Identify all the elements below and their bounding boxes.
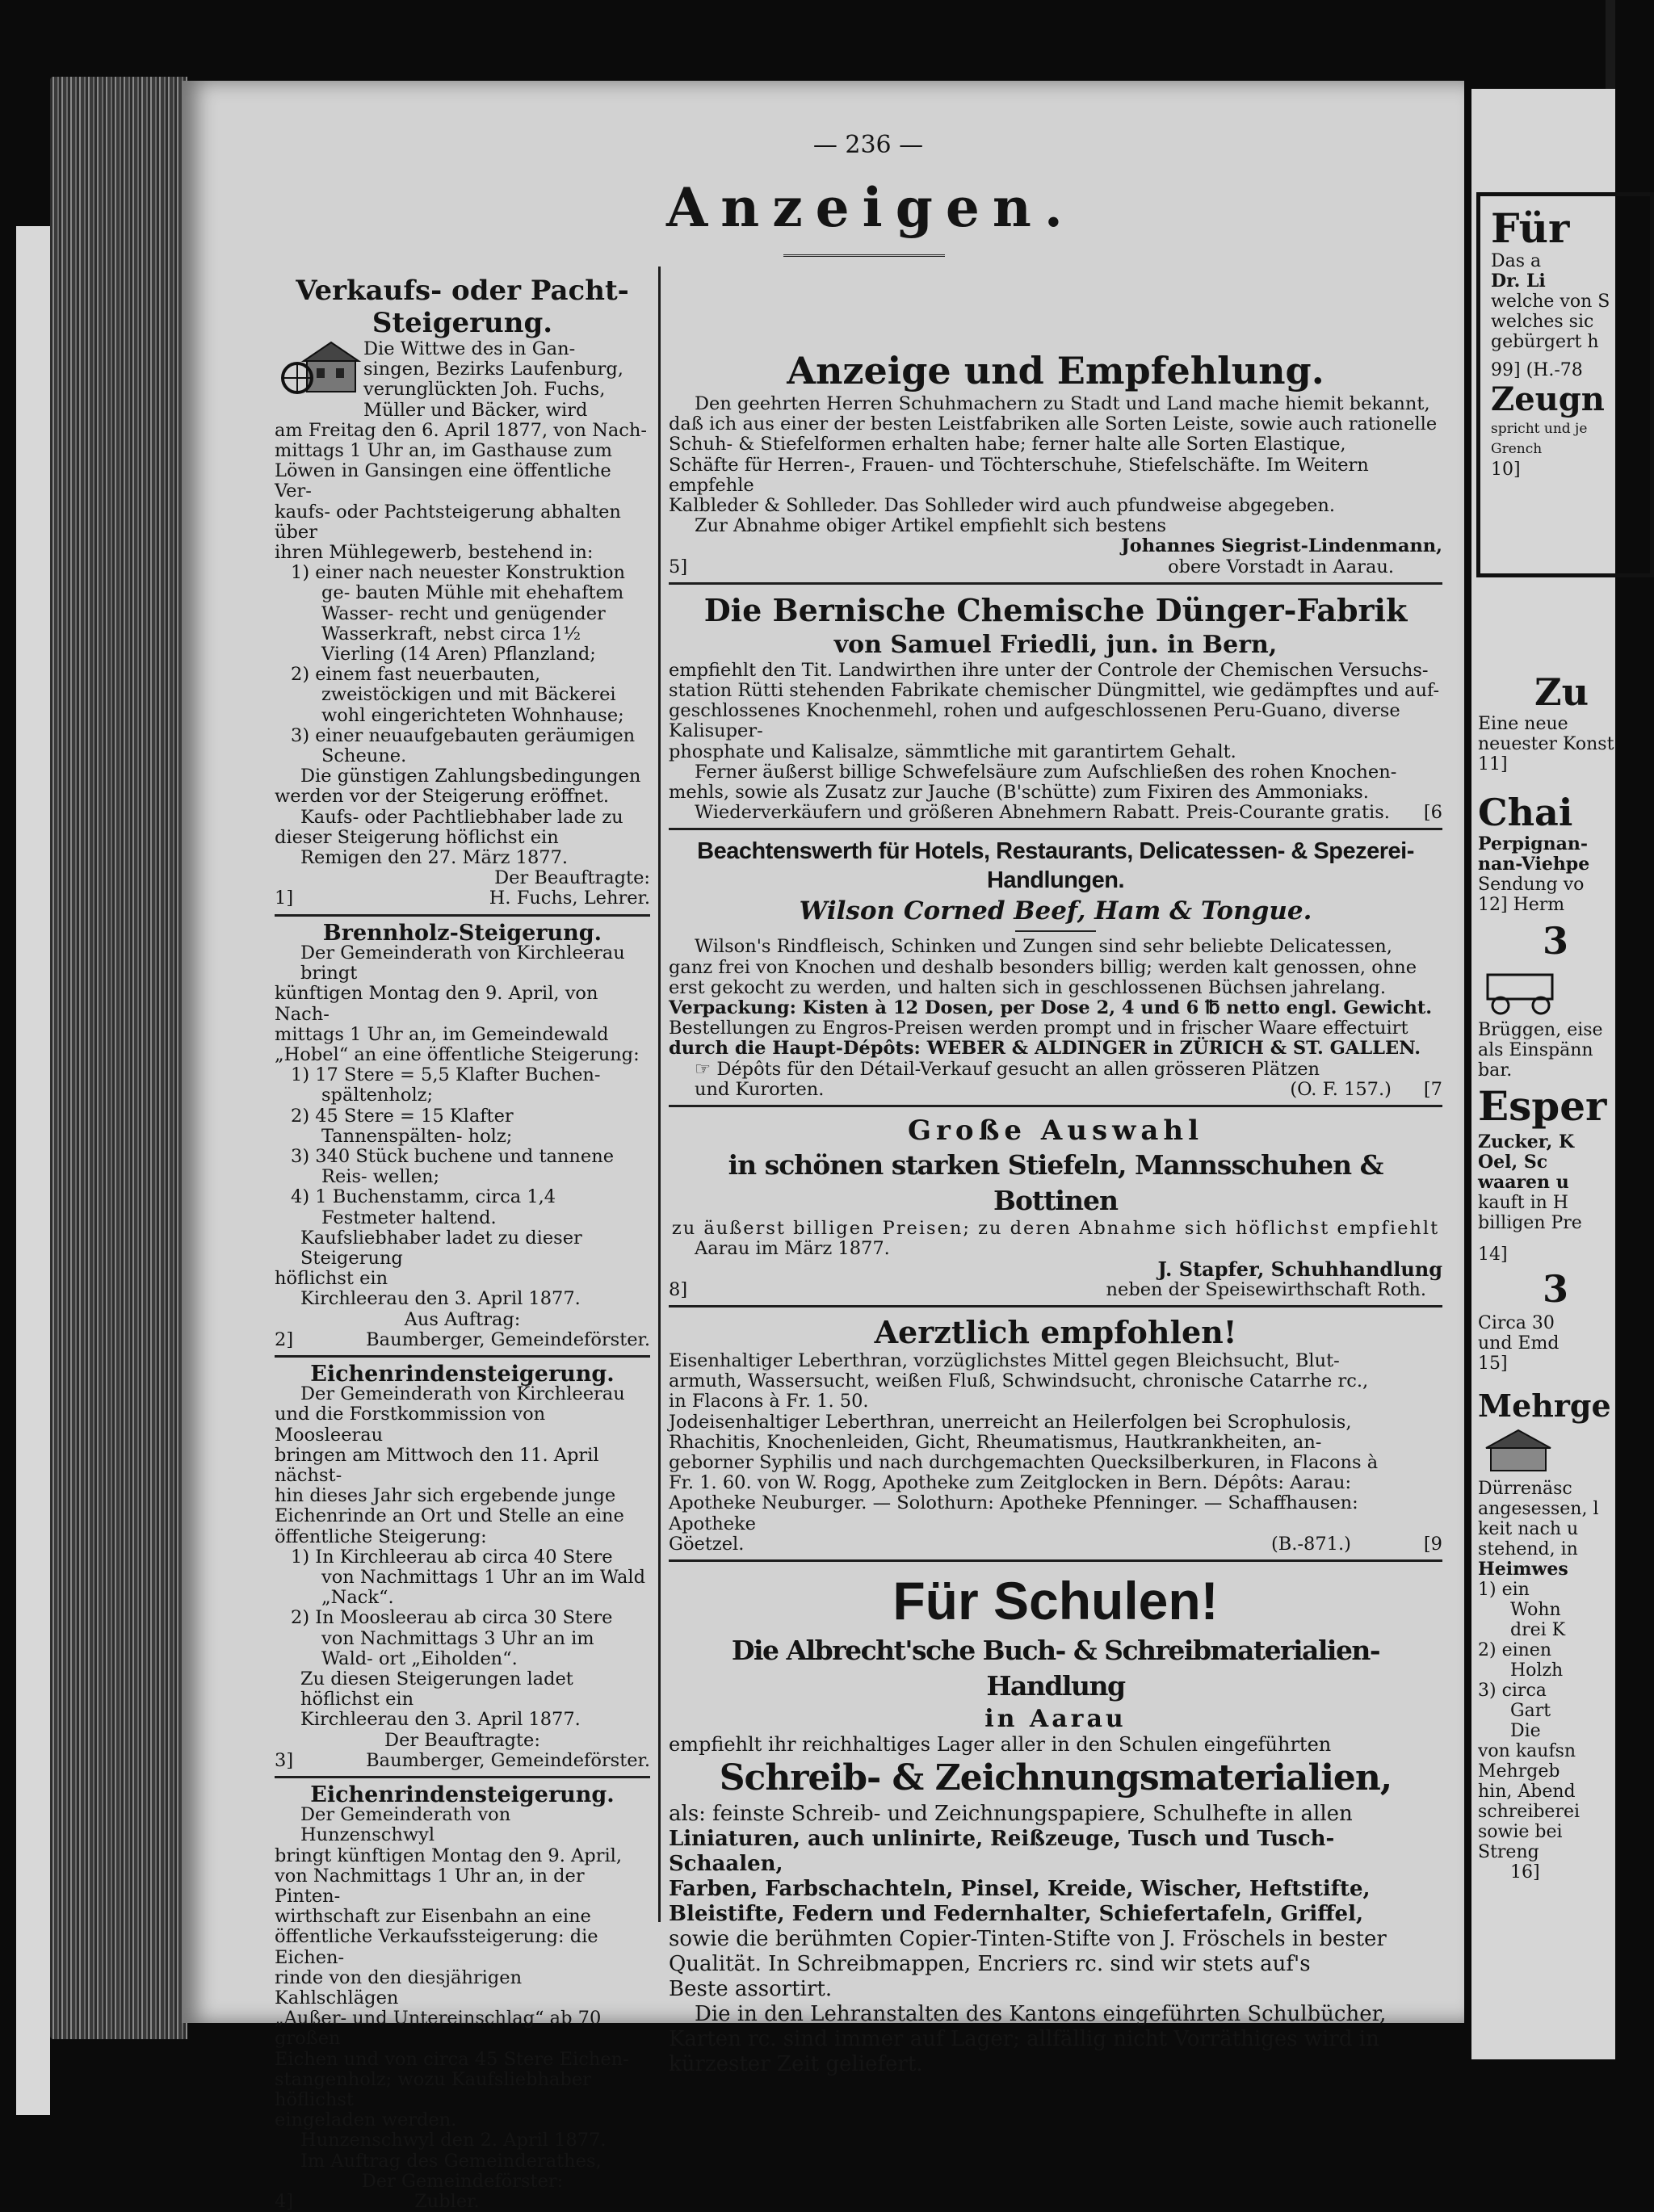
fragment-line: 11] xyxy=(1478,754,1508,774)
fragment-line: Streng xyxy=(1478,1842,1539,1862)
fragment-line: 1) ein xyxy=(1478,1580,1530,1600)
middle-column xyxy=(669,347,1442,2077)
fragment-line: Das a xyxy=(1491,251,1542,271)
adjacent-page-fragment xyxy=(1471,89,1615,2059)
ad-2-item: 2) 45 Stere = 15 Klafter Tannenspälten- holz; xyxy=(291,1105,514,1147)
ad-2-signature: Baumberger, Gemeindeförster. xyxy=(366,1328,650,1350)
fragment-line: Sendung vo xyxy=(1478,875,1585,895)
ad-4-line: wirthschaft zur Eisenbahn an eine xyxy=(275,1906,591,1928)
ad-3-tail: Zu diesen Steigerungen ladet höflichst ein xyxy=(300,1668,573,1710)
ad-1-tail: Remigen den 27. März 1877. xyxy=(300,847,569,869)
ad-4-line: öffentliche Verkaufssteigerung: die Eichen- xyxy=(275,1926,598,1968)
ad-2-item: 1) 17 Stere = 5,5 Klafter Buchen- spältenholz; xyxy=(291,1064,601,1106)
fragment-line: welche von S xyxy=(1491,292,1610,312)
ad-number: [6 xyxy=(1423,802,1442,824)
ad-9-line: Apotheke Neuburger. — Solothurn: Apotheke Pfenninger. — Schaffhausen: Apotheke xyxy=(669,1492,1358,1534)
ad-4-footer xyxy=(275,2192,650,2212)
ad-3-title: Eichenrindensteigerung. xyxy=(310,1361,615,1387)
ad-9-line: Eisenhaltiger Leberthran, vorzüglichstes Mittel gegen Bleichsucht, Blut- xyxy=(669,1349,1340,1371)
ad-6-title: Die Bernische Chemische Dünger-Fabrik xyxy=(703,591,1408,628)
ad-9-ref: (B.-871.) xyxy=(1270,1533,1351,1555)
fragment-line: Circa 30 xyxy=(1478,1313,1555,1333)
ad-9-line: Göetzel. xyxy=(669,1533,745,1555)
ad-4-title: Eichenrindensteigerung. xyxy=(310,1782,615,1808)
fragment-line: keit nach u xyxy=(1478,1519,1579,1539)
fragment-line: Holzh xyxy=(1510,1660,1564,1681)
ad-6-footer xyxy=(669,803,1442,823)
background-strip-right xyxy=(1606,0,1615,89)
ad-3-line: bringen am Mittwoch den 11. April nächst- xyxy=(275,1444,599,1486)
ad-4-line: Im Auftrag des Gemeinderathes, xyxy=(300,2150,602,2172)
ad-1 xyxy=(275,275,650,909)
ad-number: [7 xyxy=(1423,1078,1442,1100)
ad-10-line: Beste assortirt. xyxy=(669,1977,833,2002)
ad-4-line: Eichen und von circa 45 Stere Eichen- xyxy=(275,2048,629,2070)
fragment-line: Eine neue xyxy=(1478,714,1568,734)
ad-1-line: ihren Mühlegewerb, bestehend in: xyxy=(275,542,594,564)
ad-5 xyxy=(669,347,1442,577)
ad-10 xyxy=(669,1568,1442,2077)
ad-1-line: singen, Bezirks Laufenburg, xyxy=(363,359,623,380)
ad-number: 2] xyxy=(275,1328,294,1350)
ad-1-line: mittags 1 Uhr an, im Gasthause zum xyxy=(275,440,612,462)
ad-2-tail: Kaufsliebhaber ladet zu dieser Steigerung xyxy=(300,1227,582,1269)
ad-separator xyxy=(275,1776,650,1778)
ad-9-line: armuth, Wassersucht, weißen Fluß, Schwindsucht, chronische Catarrhe rc., xyxy=(669,1370,1369,1392)
ad-4-line: bringt künftigen Montag den 9. April, xyxy=(275,1845,623,1866)
ad-10-title: Für Schulen! xyxy=(892,1570,1219,1631)
ad-9-footer xyxy=(669,1534,1442,1555)
ad-6-line: phosphate und Kalisalze, sämmtliche mit garantirtem Gehalt. xyxy=(669,741,1236,762)
ad-3-line: Eichenrinde an Ort und Stelle an eine xyxy=(275,1505,624,1527)
ad-1-item: 2) einem fast neuerbauten, zweistöckigen und mit Bäckerei wohl eingerichteten Wohnhause; xyxy=(291,664,624,726)
left-column xyxy=(275,275,650,2212)
ad-7-title: Beachtenswerth für Hotels, Restaurants, Delicatessen- & Spezerei-Handlungen. xyxy=(697,838,1414,894)
fragment-line: bar. xyxy=(1478,1060,1513,1081)
ad-8 xyxy=(669,1114,1442,1300)
ad-3-item: 2) In Moosleerau ab circa 30 Stere von Nachmittags 3 Uhr an im Wald- ort „Eiholden“. xyxy=(291,1607,613,1669)
ad-2-line: „Hobel“ an eine öffentliche Steigerung: xyxy=(275,1043,640,1065)
ad-10-intro: empfiehlt ihr reichhaltiges Lager aller in den Schulen eingeführten xyxy=(669,1732,1332,1756)
ad-10-body xyxy=(669,1802,1442,2077)
ad-1-footer xyxy=(275,888,650,909)
fragment-line: 12] Herm xyxy=(1478,895,1565,915)
fragment-line: Wohn xyxy=(1510,1600,1561,1620)
ad-8-title: Große Auswahl xyxy=(907,1114,1204,1148)
ad-9-line: geborner Syphilis und nach durchgemachten Quecksilberkuren, in Flacons à xyxy=(669,1451,1379,1473)
ad-3-line: Der Gemeinderath von Kirchleerau xyxy=(300,1383,625,1405)
ad-2-item: 3) 340 Stück buchene und tannene Reis- wellen; xyxy=(291,1145,615,1188)
ad-5-footer xyxy=(669,557,1442,577)
fragment-line: sowie bei xyxy=(1478,1822,1563,1842)
ad-4-line: eingeladen werden. xyxy=(275,2109,457,2131)
ad-separator xyxy=(275,914,650,917)
fragment-line: 2) einen xyxy=(1478,1640,1551,1660)
ad-10-line: sowie die berühmten Copier-Tinten-Stifte von J. Fröschels in bester xyxy=(669,1927,1387,1952)
ad-5-line: daß ich aus einer der besten Leistfabriken alle Sorten Leiste, sowie auch rationelle xyxy=(669,413,1438,435)
ad-4-line: von Nachmittags 1 Uhr an, in der Pinten- xyxy=(275,1865,585,1908)
fragment-line: 14] xyxy=(1478,1245,1508,1265)
ad-3-footer xyxy=(275,1751,650,1771)
ad-8-signature: J. Stapfer, Schuhhandlung xyxy=(1157,1257,1442,1282)
fragment-line: welches sic xyxy=(1491,312,1594,332)
ad-1-line: Löwen in Gansingen eine öffentliche Ver- xyxy=(275,460,611,502)
ad-1-tail: dieser Steigerung höflichst ein xyxy=(275,826,559,848)
ad-5-line: Den geehrten Herren Schuhmachern zu Stadt und Land mache hiemit bekannt, xyxy=(695,393,1430,414)
fragment-line: Zucker, K xyxy=(1478,1131,1575,1152)
ad-9-line: Rhachitis, Knochenleiden, Gicht, Rheumatismus, Hautkrankheiten, an- xyxy=(669,1431,1322,1453)
ad-number: 8] xyxy=(669,1278,688,1300)
ad-10-line: Qualität. In Schreibmappen, Encriers rc. sind wir stets auf's xyxy=(669,1952,1311,1977)
fragment-line: gebürgert h xyxy=(1491,332,1599,352)
fragment-line: Brüggen, eise xyxy=(1478,1020,1603,1040)
ad-10-big: Schreib- & Zeichnungsmaterialien, xyxy=(719,1757,1392,1799)
ad-5-sig-sub: obere Vorstadt in Aarau. xyxy=(1168,556,1394,577)
adjacent-page-column xyxy=(1491,206,1628,480)
ad-10-line: Farben, Farbschachteln, Pinsel, Kreide, Wischer, Heftstifte, xyxy=(669,1877,1371,1902)
fragment-line: Zu xyxy=(1534,670,1589,714)
ad-10-place: in Aarau xyxy=(984,1704,1127,1733)
ad-3 xyxy=(275,1361,650,1771)
fragment-line: Für xyxy=(1491,204,1570,252)
ad-9-line: Fr. 1. 60. von W. Rogg, Apotheke zum Zeitglocken in Bern. Dépôts: Aarau: xyxy=(669,1472,1352,1494)
fragment-line: 10] xyxy=(1491,460,1521,480)
ad-6-line: geschlossenes Knochenmehl, rohen und aufgeschlossenen Peru-Guano, diverse Kalisuper- xyxy=(669,700,1400,742)
ad-1-line: Müller und Bäcker, wird xyxy=(363,399,588,421)
ad-number: 3] xyxy=(275,1749,294,1771)
ad-2-item: 4) 1 Buchenstamm, circa 1,4 Festmeter haltend. xyxy=(291,1186,556,1228)
ad-2 xyxy=(275,920,650,1350)
ad-1-tail: werden vor der Steigerung eröffnet. xyxy=(275,786,610,808)
ad-1-signature: H. Fuchs, Lehrer. xyxy=(489,888,650,909)
ad-7-line: ganz frei von Knochen und deshalb besonders billig; werden kalt genossen, ohne xyxy=(669,956,1417,978)
ad-5-line: Schäfte für Herren-, Frauen- und Töchterschuhe, Stiefelschäfte. Im Weitern empfehle xyxy=(669,454,1369,496)
ad-number: 1] xyxy=(275,888,294,909)
ad-3-item: 1) In Kirchleerau ab circa 40 Stere von Nachmittags 1 Uhr an im Wald „Nack“. xyxy=(291,1546,645,1609)
ad-9-title: Aerztlich empfohlen! xyxy=(874,1313,1237,1350)
ad-1-item: 3) einer neuaufgebauten geräumigen Scheune. xyxy=(291,724,636,767)
fragment-line: billigen Pre xyxy=(1478,1213,1582,1233)
ad-7-line: erst gekocht zu werden, und halten sich in geschlossenen Büchsen jahrelang. xyxy=(669,976,1386,998)
ad-5-title: Anzeige und Empfehlung. xyxy=(787,349,1324,392)
fragment-line: Gart xyxy=(1510,1701,1551,1721)
fragment-line: 99] (H.-78 xyxy=(1491,360,1583,380)
ad-6-line: Ferner äußerst billige Schwefelsäure zum Aufschließen des rohen Knochen- xyxy=(695,761,1397,783)
ad-2-line: künftigen Montag den 9. April, von Nach- xyxy=(275,983,598,1025)
fragment-line: schreiberei xyxy=(1478,1802,1581,1822)
ad-8-line: Aarau im März 1877. xyxy=(695,1238,890,1260)
ad-4 xyxy=(275,1782,650,2212)
fragment-line: spricht und je xyxy=(1491,421,1588,437)
ad-2-line: mittags 1 Uhr an, im Gemeindewald xyxy=(275,1023,609,1045)
ad-7-line: Bestellungen zu Engros-Preisen werden prompt und in frischer Waare effectuirt xyxy=(669,1018,1408,1039)
ad-7-line: Wilson's Rindfleisch, Schinken und Zungen sind sehr beliebte Delicatessen, xyxy=(695,936,1392,958)
carriage-illustration xyxy=(1478,967,1567,1015)
ad-4-line: rinde von den diesjährigen Kahlschlägen xyxy=(275,1966,523,2009)
ad-separator xyxy=(669,582,1442,585)
ad-number: [9 xyxy=(1423,1533,1442,1555)
ad-9-line: in Flacons à Fr. 1. 50. xyxy=(669,1391,869,1412)
page-number: — 236 — xyxy=(812,131,924,159)
ad-6-line: empfiehlt den Tit. Landwirthen ihre unter der Controle der Chemischen Versuchs- xyxy=(669,659,1429,681)
fragment-line: hin, Abend xyxy=(1478,1782,1576,1802)
fragment-line: nan-Viehpe xyxy=(1478,854,1590,875)
ad-1-line: kaufs- oder Pachtsteigerung abhalten über xyxy=(275,501,621,543)
ad-7 xyxy=(669,837,1442,1100)
fragment-line: und Emd xyxy=(1478,1333,1560,1354)
newspaper-page xyxy=(182,81,1464,2212)
ad-8-line: zu äußerst billigen Preisen; zu deren Abnahme sich höflichst empfiehlt xyxy=(671,1218,1440,1240)
ad-6-line: station Rütti stehenden Fabrikate chemischer Düngmittel, wie gedämpftes und auf- xyxy=(669,680,1440,702)
ad-10-line: Liniaturen, auch unlinirte, Reißzeuge, Tusch und Tusch-Schaalen, xyxy=(669,1827,1335,1877)
title-ornament xyxy=(783,254,945,257)
fragment-line: angesessen, l xyxy=(1478,1499,1599,1519)
ad-10-line: Bleistifte, Federn und Federnhalter, Schiefertafeln, Griffel, xyxy=(669,1902,1364,1927)
ad-1-item: 1) einer nach neuester Konstruktion ge- bauten Mühle mit ehehaftem Wasser- recht und genügender Wasserkraft, nebst circa 1½ Vierling (14 Aren) Pflanzland; xyxy=(291,562,626,665)
ad-5-line: Kalbleder & Sohlleder. Das Sohlleder wird auch pfundweise abgegeben. xyxy=(669,495,1335,517)
adjacent-page-column-lower xyxy=(1478,670,1615,1891)
ad-1-tail: Kaufs- oder Pachtliebhaber lade zu xyxy=(300,806,623,828)
ad-3-signature: Baumberger, Gemeindeförster. xyxy=(366,1749,650,1771)
fragment-line: Grench xyxy=(1491,441,1543,457)
fragment-line: von kaufsn xyxy=(1478,1741,1576,1761)
fragment-line: 3 xyxy=(1543,919,1569,963)
fragment-line: kauft in H xyxy=(1478,1193,1568,1213)
ad-7-line: durch die Haupt-Dépôts: WEBER & ALDINGER in ZÜRICH & ST. GALLEN. xyxy=(669,1038,1421,1060)
ad-separator xyxy=(669,1305,1442,1307)
ad-7-subtitle: Wilson Corned Beef, Ham & Tongue. xyxy=(799,896,1312,926)
ad-separator xyxy=(275,1355,650,1358)
ad-number: 4] xyxy=(275,2191,294,2212)
ad-1-line: verunglückten Joh. Fuchs, xyxy=(363,379,606,401)
fragment-line: drei K xyxy=(1510,1620,1566,1640)
fragment-line: Heimwes xyxy=(1478,1559,1568,1580)
ad-1-title: Verkaufs- oder Pacht-Steigerung. xyxy=(296,275,629,339)
ad-2-footer xyxy=(275,1330,650,1350)
fragment-line: Mehrge xyxy=(1478,1387,1611,1424)
ad-1-tail: Der Beauftragte: xyxy=(494,867,650,889)
ad-4-line: Hunzenschwyl den 2. April 1877. xyxy=(300,2130,607,2151)
ad-8-footer xyxy=(669,1280,1442,1300)
ad-8-sig-sub: neben der Speisewirthschaft Roth. xyxy=(1106,1278,1426,1300)
ad-7-line: und Kurorten. xyxy=(695,1078,825,1100)
ad-separator xyxy=(669,828,1442,830)
house-illustration xyxy=(1478,1425,1559,1474)
ad-1-line: Die Wittwe des in Gan- xyxy=(363,338,576,359)
fragment-line: waaren u xyxy=(1478,1172,1569,1193)
ad-separator xyxy=(669,1559,1442,1562)
book-page-edges xyxy=(50,77,187,2039)
ad-4-line: Der Gemeindeförster: xyxy=(361,2170,564,2192)
ad-10-subtitle: Die Albrecht'sche Buch- & Schreibmaterialien-Handlung xyxy=(731,1634,1380,1702)
ad-10-line: Karten rc. sind immer auf Lager; allfällig nicht Vorräthiges wird in xyxy=(669,2027,1379,2052)
fragment-line: 3 xyxy=(1543,1267,1569,1311)
ad-number: 5] xyxy=(669,556,688,577)
fragment-line: Oel, Sc xyxy=(1478,1152,1548,1173)
fragment-line: Mehrgeb xyxy=(1478,1761,1560,1782)
ad-2-tail: Aus Auftrag: xyxy=(404,1308,521,1330)
mill-illustration xyxy=(275,339,363,396)
ad-9 xyxy=(669,1314,1442,1555)
ad-3-tail: Der Beauftragte: xyxy=(384,1729,540,1751)
fragment-line: Dr. Li xyxy=(1491,271,1546,292)
ad-2-line: Der Gemeinderath von Kirchleerau bringt xyxy=(300,942,625,984)
ad-10-line: als: feinste Schreib- und Zeichnungspapiere, Schulhefte in allen xyxy=(669,1802,1353,1827)
fragment-line: Esper xyxy=(1478,1082,1607,1130)
ad-5-signature: Johannes Siegrist-Lindenmann, xyxy=(1121,535,1442,557)
ad-2-tail: Kirchleerau den 3. April 1877. xyxy=(300,1288,581,1310)
ad-1-line: am Freitag den 6. April 1877, von Nach- xyxy=(275,419,647,441)
page-title: Anzeigen. xyxy=(666,176,1076,239)
ad-7-ref: (O. F. 157.) xyxy=(1290,1078,1392,1100)
ad-6-line: Wiederverkäufern und größeren Abnehmern Rabatt. Preis-Courante gratis. xyxy=(695,802,1390,824)
ad-4-line: stangenholz; wozu Kaufsliebhaber höflichst xyxy=(275,2068,591,2111)
ad-7-rule xyxy=(1015,930,1096,932)
fragment-line: Perpignan- xyxy=(1478,833,1589,854)
ad-4-signature: Zubler. xyxy=(414,2191,480,2212)
ad-2-tail: höflichst ein xyxy=(275,1268,388,1290)
ad-10-line: Die in den Lehranstalten des Kantons eingeführten Schulbücher, xyxy=(695,2002,1387,2027)
background-strip-left xyxy=(16,226,50,2115)
ad-4-line: Der Gemeinderath von Hunzenschwyl xyxy=(300,1804,511,1846)
ad-5-line: Zur Abnahme obiger Artikel empfiehlt sich bestens xyxy=(695,515,1167,537)
ad-6 xyxy=(669,591,1442,824)
ad-3-line: hin dieses Jahr sich ergebende junge xyxy=(275,1485,616,1507)
ad-4-line: „Außer- und Untereinschlag“ ab 70 großen xyxy=(275,2008,602,2050)
fragment-line: Zeugn xyxy=(1491,380,1605,418)
ad-6-subtitle: von Samuel Friedli, jun. in Bern, xyxy=(833,630,1278,659)
ad-3-tail: Kirchleerau den 3. April 1877. xyxy=(300,1709,581,1731)
ad-separator xyxy=(669,1105,1442,1107)
fragment-line: Dürrenäsc xyxy=(1478,1479,1572,1499)
fragment-line: neuester Konst xyxy=(1478,734,1614,754)
ad-3-line: öffentliche Steigerung: xyxy=(275,1526,487,1547)
ad-10-line: kürzester Zeit geliefert. xyxy=(669,2052,923,2077)
fragment-line: 15] xyxy=(1478,1354,1508,1374)
column-divider xyxy=(658,267,661,1922)
ad-7-line: ☞ Dépôts für den Détail-Verkauf gesucht an allen grösseren Plätzen xyxy=(695,1058,1320,1080)
fragment-line: als Einspänn xyxy=(1478,1040,1593,1060)
fragment-line: 16] xyxy=(1510,1862,1540,1883)
ad-2-title: Brennholz-Steigerung. xyxy=(322,920,602,946)
ad-7-line: Verpackung: Kisten à 12 Dosen, per Dose 2, 4 und 6 ℔ netto engl. Gewicht. xyxy=(669,997,1433,1019)
ad-5-line: Schuh- & Stiefelformen erhalten habe; ferner halte alle Sorten Elastique, xyxy=(669,434,1346,455)
fragment-line: 3) circa xyxy=(1478,1681,1547,1701)
ad-3-line: und die Forstkommission von Moosleerau xyxy=(275,1404,546,1446)
fragment-line: Die xyxy=(1510,1721,1541,1741)
fragment-line: Chai xyxy=(1478,791,1573,834)
ad-1-tail: Die günstigen Zahlungsbedingungen xyxy=(300,766,641,787)
ad-8-subtitle: in schönen starken Stiefeln, Mannsschuhen & Bottinen xyxy=(728,1149,1383,1217)
ad-6-line: mehls, sowie als Zusatz zur Jauche (B'schütte) zum Fixiren des Ammoniaks. xyxy=(669,782,1369,804)
fragment-line: stehend, in xyxy=(1478,1539,1578,1559)
ad-7-footer xyxy=(669,1080,1442,1100)
ad-9-line: Jodeisenhaltiger Leberthran, unerreicht an Heilerfolgen bei Scrophulosis, xyxy=(669,1411,1352,1433)
